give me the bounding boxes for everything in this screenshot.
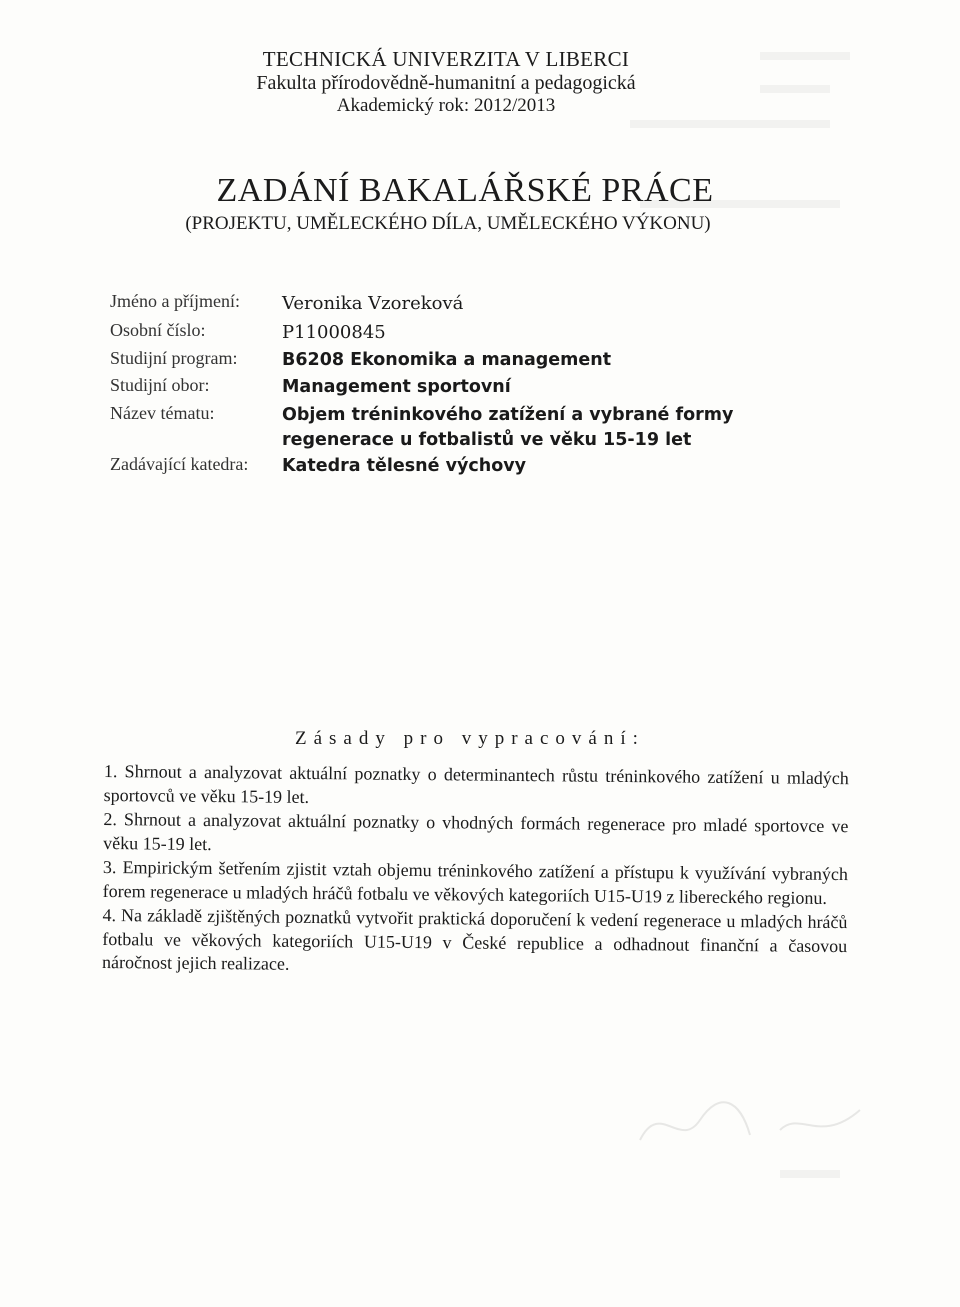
faculty-name: Fakulta přírodovědně-humanitní a pedagogická: [256, 72, 636, 94]
field-label: Zadávající katedra:: [110, 454, 249, 474]
list-item: 4. Na základě zjištěných poznatků vytvořit praktická doporučení k vedení regenerace u mladých hráčů fotbalu ve věkových kategoriích U15-U19 v České republice a odhadnout finanční a časovou náročnost jejich realizace.: [101, 904, 848, 974]
field-row-student-id: [110, 320, 870, 345]
document-subtitle: (PROJEKTU, UMĚLECKÉHO DÍLA, UMĚLECKÉHO VÝKONU): [185, 213, 711, 234]
field-label: Název tématu:: [110, 403, 215, 423]
field-value-program: B6208 Ekonomika a management: [282, 350, 612, 370]
field-value-department: Katedra tělesné výchovy: [282, 456, 527, 476]
academic-year: Akademický rok: 2012/2013: [336, 95, 556, 116]
principles-list: [102, 760, 849, 983]
university-name: TECHNICKÁ UNIVERZITA V LIBERCI: [262, 47, 630, 71]
field-row-program: [110, 348, 870, 373]
field-label: Jméno a příjmení:: [110, 291, 240, 311]
field-value-field: Management sportovní: [282, 377, 511, 397]
field-label: Studijní program:: [110, 348, 238, 368]
field-value-student-id: P11000845: [282, 322, 386, 343]
list-item: 3. Empirickým šetřením zjistit vztah objemu tréninkového zatížení a přístupu k využívání vybraných forem regenerace u mladých hráčů fotbalu ve věkových kategoriích U15-U19 z libereckého regionu.: [102, 856, 849, 908]
field-row-field: [110, 375, 870, 400]
bleed-through-texture: [780, 1170, 840, 1178]
field-value-name: Veronika Vzoreková: [282, 293, 464, 314]
bleed-through-texture: [630, 120, 830, 128]
field-row-department: [110, 454, 870, 479]
principles-heading: Zásady pro vypracování:: [295, 728, 645, 749]
signature-bleed-through: [630, 1080, 890, 1170]
list-item: 2. Shrnout a analyzovat aktuální poznatky o vhodných formách regenerace pro mladé sportovce ve věku 15-19 let.: [103, 808, 849, 854]
list-item: 1. Shrnout a analyzovat aktuální poznatky o determinantech růstu tréninkového zatížení u mladých sportovců ve věku 15-19 let.: [103, 760, 849, 807]
field-label: Studijní obor:: [110, 375, 210, 395]
document-title: ZADÁNÍ BAKALÁŘSKÉ PRÁCE: [216, 172, 714, 209]
field-row-name: [110, 291, 870, 316]
field-row-topic: [110, 403, 870, 453]
field-label: Osobní číslo:: [110, 320, 206, 340]
field-value-topic: Objem tréninkového zatížení a vybrané formy regenerace u fotbalistů ve věku 15-19 let: [282, 405, 734, 450]
